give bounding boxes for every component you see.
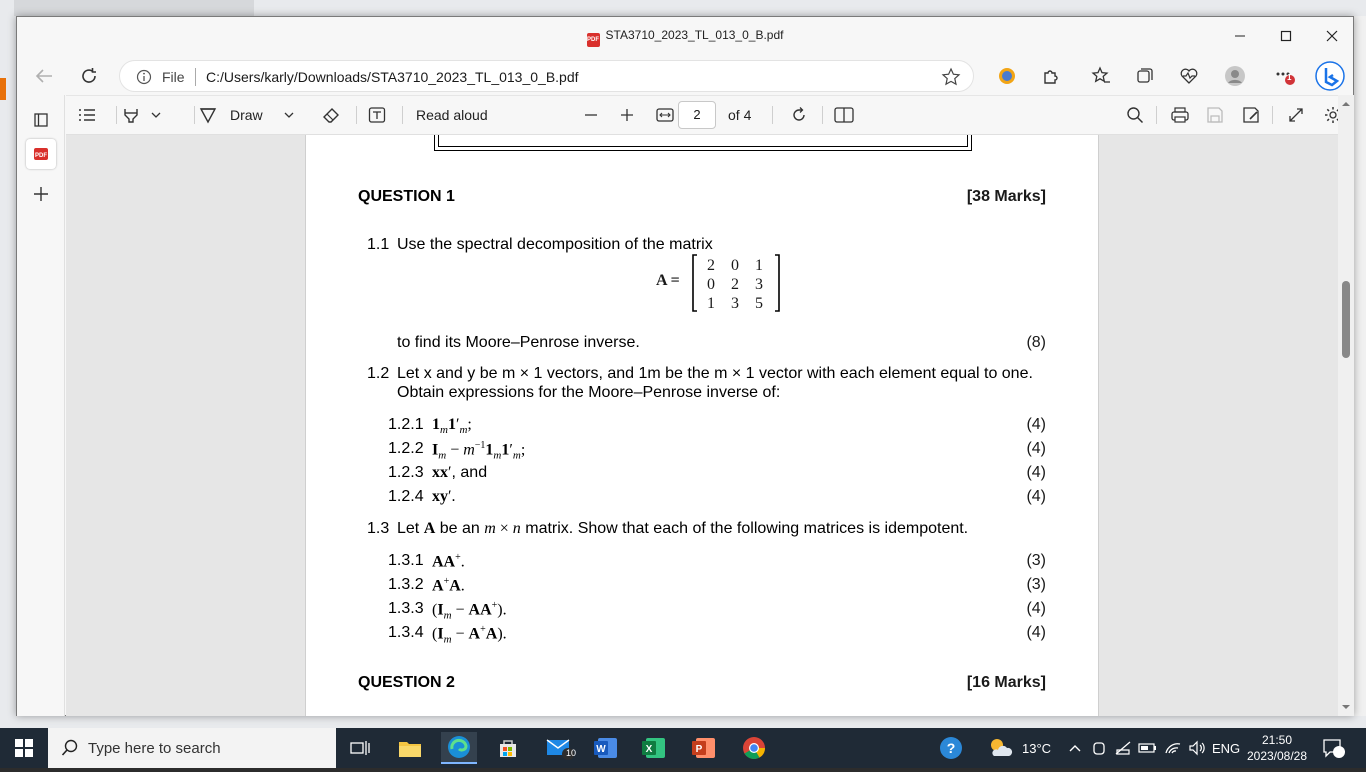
- address-separator: [195, 68, 196, 86]
- clock[interactable]: [1248, 728, 1306, 768]
- chevron-down-icon[interactable]: [283, 109, 295, 121]
- sub-item-number: 1.2.1: [388, 416, 424, 433]
- formula: A+A.: [432, 576, 465, 595]
- formula-suffix: , and: [451, 464, 488, 481]
- question-text: [397, 365, 1047, 383]
- table-of-contents-icon: [78, 108, 96, 122]
- sub-item-number: 1.3.4: [388, 624, 424, 641]
- close-button[interactable]: [1309, 17, 1355, 55]
- svg-text:PDF: PDF: [35, 153, 47, 159]
- avatar-icon: [1224, 65, 1246, 87]
- svg-text:X: X: [645, 744, 653, 755]
- question-text: Use the spectral decomposition of the matrix: [397, 236, 713, 253]
- scroll-down-arrow-icon[interactable]: [1338, 702, 1354, 712]
- fit-width-icon: [656, 108, 674, 122]
- window-title: STA3710_2023_TL_013_0_B.pdf: [605, 28, 784, 42]
- notification-center-button[interactable]: [1322, 728, 1346, 768]
- collections-icon: [1135, 66, 1155, 86]
- excel-icon: [642, 737, 666, 759]
- puzzle-icon: [1041, 66, 1061, 86]
- marks: (4): [1026, 416, 1046, 433]
- svg-text:P: P: [695, 744, 703, 755]
- word-icon: [594, 737, 618, 759]
- marks: (4): [1026, 624, 1046, 641]
- marks: (4): [1026, 488, 1046, 505]
- minus-icon: [584, 108, 598, 122]
- two-page-view-icon: [834, 107, 854, 123]
- network-disconnected-icon[interactable]: [1114, 740, 1132, 756]
- vertical-scrollbar[interactable]: [1338, 95, 1354, 716]
- expand-icon: [1288, 107, 1304, 123]
- partly-cloudy-icon: [986, 736, 1014, 760]
- windows-logo-icon: [15, 739, 33, 757]
- highlight-button[interactable]: [122, 96, 172, 134]
- closing-date-box: [434, 135, 972, 151]
- powerpoint-icon: [692, 737, 716, 759]
- matrix-cell: 0: [731, 257, 739, 274]
- meet-now-icon[interactable]: [1092, 740, 1106, 756]
- formula: $I_m - m^{-1}1_m1'_m$;: [432, 440, 526, 462]
- minimize-icon: [1234, 30, 1246, 42]
- marks: (3): [1026, 552, 1046, 569]
- draw-button[interactable]: [198, 96, 310, 134]
- clock-date: 2023/08/28: [1246, 749, 1308, 763]
- excel-button[interactable]: [636, 732, 672, 764]
- minimize-button[interactable]: [1217, 17, 1263, 55]
- pdf-page: [305, 135, 1099, 716]
- save-as-icon: [1242, 106, 1260, 124]
- store-button[interactable]: [490, 732, 526, 764]
- powerpoint-button[interactable]: [686, 732, 722, 764]
- question-1-3-text-a: be an: [439, 520, 480, 537]
- fullscreen-button[interactable]: [1288, 96, 1308, 134]
- notification-icon: [1322, 737, 1346, 759]
- read-aloud-button[interactable]: [416, 96, 496, 134]
- bing-logo-icon: [1315, 61, 1345, 91]
- bing-copilot-button[interactable]: [1313, 59, 1347, 93]
- contents-button[interactable]: [78, 96, 102, 134]
- show-hidden-icons-button[interactable]: [1068, 728, 1082, 768]
- pdf-toolbar: [66, 95, 1354, 135]
- svg-text:W: W: [596, 744, 606, 755]
- site-info-label[interactable]: File: [162, 69, 185, 85]
- back-button[interactable]: [29, 61, 59, 91]
- question-text: to find its Moore–Penrose inverse.: [397, 334, 640, 351]
- help-tray-icon[interactable]: [938, 728, 964, 768]
- refresh-button[interactable]: [74, 61, 104, 91]
- read-aloud-label: Read aloud: [416, 107, 488, 123]
- url-text[interactable]: C:/Users/karly/Downloads/STA3710_2023_TL_013_0_B.pdf: [206, 69, 579, 85]
- sub-item-number: 1.2.3: [388, 464, 424, 481]
- matrix-cell: 1: [707, 295, 715, 312]
- edge-logo-icon: [447, 735, 471, 759]
- question-2-title: QUESTION 2: [358, 674, 455, 691]
- weather-widget[interactable]: [986, 728, 1051, 768]
- marks: (8): [1026, 334, 1046, 351]
- tab-pdf-document[interactable]: [26, 139, 56, 169]
- matrix-label: A =: [656, 272, 680, 289]
- store-bag-icon: [497, 737, 519, 759]
- heart-pulse-icon: [1179, 66, 1199, 86]
- formula: $(I_m - A^+A)$.: [432, 624, 507, 646]
- chrome-logo-icon: [742, 736, 766, 760]
- notification-badge: 1: [1287, 73, 1292, 82]
- settings-more-button[interactable]: [1271, 63, 1299, 89]
- task-view-button[interactable]: [342, 732, 378, 764]
- save-as-button[interactable]: [1242, 96, 1264, 134]
- sub-item-number: 1.3.1: [388, 552, 424, 569]
- marks: (4): [1026, 464, 1046, 481]
- chevron-down-icon[interactable]: [150, 109, 162, 121]
- marks: (4): [1026, 600, 1046, 617]
- search-icon: [1126, 106, 1144, 124]
- question-2-marks: [16 Marks]: [966, 674, 1046, 691]
- formula: $1_m1'_m$;: [432, 416, 472, 437]
- item-number: 1.3: [367, 520, 390, 537]
- mail-button[interactable]: [542, 732, 578, 764]
- sub-item-number: 1.2.2: [388, 440, 424, 457]
- more-dots-icon: [1274, 66, 1296, 86]
- word-button[interactable]: [588, 732, 624, 764]
- matrix-cell: 1: [755, 257, 763, 274]
- question-1-3-text-b: matrix. Show that each of the following matrices is idempotent.: [525, 520, 969, 537]
- battery-icon[interactable]: [1138, 741, 1158, 755]
- page-total: of 4: [728, 107, 752, 123]
- rotate-button[interactable]: [790, 96, 810, 134]
- help-question-icon: [938, 735, 964, 761]
- extensions-button[interactable]: [1037, 63, 1065, 89]
- extension-button[interactable]: [993, 63, 1021, 89]
- highlighter-icon: [122, 106, 140, 124]
- taskbar-search-box[interactable]: [48, 728, 336, 768]
- pdf-viewer[interactable]: [66, 135, 1338, 716]
- taskbar: [0, 728, 1366, 768]
- zoom-in-button[interactable]: [620, 96, 638, 134]
- marks: (4): [1026, 440, 1046, 457]
- maximize-icon: [1280, 30, 1292, 42]
- page-number-input[interactable]: 2: [678, 101, 716, 129]
- matrix-cell: 5: [755, 295, 763, 312]
- chevron-up-icon: [1068, 743, 1082, 753]
- edge-window: [16, 16, 1354, 716]
- sub-item-number: 1.2.4: [388, 488, 424, 505]
- question-text: Let A be an m × n matrix. Show that each of the following matrices is idempotent.: [397, 520, 969, 537]
- search-placeholder: Type here to search: [88, 739, 221, 757]
- zoom-out-button[interactable]: [584, 96, 602, 134]
- wifi-icon[interactable]: [1164, 740, 1182, 756]
- pdf-tab-icon: [33, 146, 49, 162]
- arrow-left-icon: [35, 68, 53, 84]
- plus-icon: [620, 108, 634, 122]
- maximize-button[interactable]: [1263, 17, 1309, 55]
- pdf-file-icon: PDF: [587, 33, 600, 47]
- address-bar[interactable]: [119, 60, 974, 92]
- erase-button[interactable]: [322, 96, 346, 134]
- favorites-star-list-icon: [1091, 66, 1111, 86]
- rotate-icon: [790, 106, 808, 124]
- favorites-button[interactable]: [1087, 63, 1115, 89]
- matrix-cell: 2: [731, 276, 739, 293]
- formula: AA+.: [432, 552, 465, 571]
- file-explorer-button[interactable]: [392, 732, 428, 764]
- draw-pen-icon: [198, 106, 218, 124]
- mail-badge: 10: [566, 748, 577, 758]
- formula: $(I_m - AA^+)$.: [432, 600, 507, 622]
- input-language[interactable]: ENG: [1212, 740, 1241, 756]
- question-text: Obtain expressions for the Moore–Penrose inverse of:: [397, 384, 781, 401]
- info-icon[interactable]: [136, 69, 152, 85]
- tab-actions-icon: [33, 112, 49, 128]
- profile-button[interactable]: [1221, 63, 1249, 89]
- tray-icons: [1092, 728, 1208, 768]
- new-tab-button[interactable]: [26, 179, 56, 209]
- collections-button[interactable]: [1131, 63, 1159, 89]
- favorite-star-icon[interactable]: [941, 67, 961, 87]
- save-disk-icon: [1206, 106, 1224, 124]
- scroll-up-arrow-icon[interactable]: [1338, 99, 1354, 109]
- search-icon: [61, 739, 79, 757]
- formula: xy′.: [432, 488, 456, 505]
- sub-item-number: 1.3.2: [388, 576, 424, 593]
- question-1-title: QUESTION 1: [358, 188, 455, 205]
- background-accent: [0, 78, 6, 100]
- question-1-2-line-1: Let x and y be m × 1 vectors, and 1m be the m × 1 vector with each element equal to one.: [397, 365, 1033, 382]
- address-row: [17, 55, 1353, 95]
- title-bar: [17, 17, 1353, 55]
- fit-to-width-button[interactable]: [656, 96, 676, 134]
- page-view-button[interactable]: [834, 96, 856, 134]
- add-text-button[interactable]: [368, 96, 392, 134]
- task-view-icon: [350, 739, 370, 757]
- matrix-cell: 0: [707, 276, 715, 293]
- print-button[interactable]: [1170, 96, 1192, 134]
- svg-text:?: ?: [946, 740, 956, 756]
- matrix-cell: 2: [707, 257, 715, 274]
- eraser-icon: [322, 106, 340, 124]
- matrix-cell: 3: [731, 295, 739, 312]
- printer-icon: [1170, 106, 1190, 124]
- clock-time: 21:50: [1261, 733, 1293, 747]
- draw-label: Draw: [230, 107, 263, 123]
- folder-icon: [398, 738, 422, 758]
- marks: (3): [1026, 576, 1046, 593]
- edge-taskbar-button[interactable]: [441, 732, 477, 764]
- question-1-marks: [38 Marks]: [966, 188, 1046, 205]
- find-button[interactable]: [1126, 96, 1146, 134]
- close-icon: [1326, 30, 1338, 42]
- save-button[interactable]: [1206, 96, 1228, 134]
- tab-actions-button[interactable]: [26, 105, 56, 135]
- vertical-tabs-sidebar: [17, 95, 65, 716]
- text-box-icon: [368, 106, 386, 124]
- start-button[interactable]: [6, 732, 42, 764]
- chrome-button[interactable]: [736, 732, 772, 764]
- background-tab[interactable]: [14, 0, 254, 16]
- matrix-cell: 3: [755, 276, 763, 293]
- formula: xx′, and: [432, 464, 488, 481]
- matrix-equation: [656, 255, 796, 311]
- extension-badge-icon: [997, 66, 1017, 86]
- item-number: 1.1: [367, 236, 390, 253]
- sub-item-number: 1.3.3: [388, 600, 424, 617]
- plus-icon: [33, 186, 49, 202]
- browser-essentials-button[interactable]: [1175, 63, 1203, 89]
- item-number: 1.2: [367, 365, 390, 382]
- scrollbar-thumb[interactable]: [1342, 281, 1350, 358]
- volume-icon[interactable]: [1188, 740, 1208, 756]
- refresh-icon: [80, 67, 98, 85]
- matrix-cells: [704, 257, 774, 311]
- weather-temperature: 13°C: [1022, 740, 1052, 756]
